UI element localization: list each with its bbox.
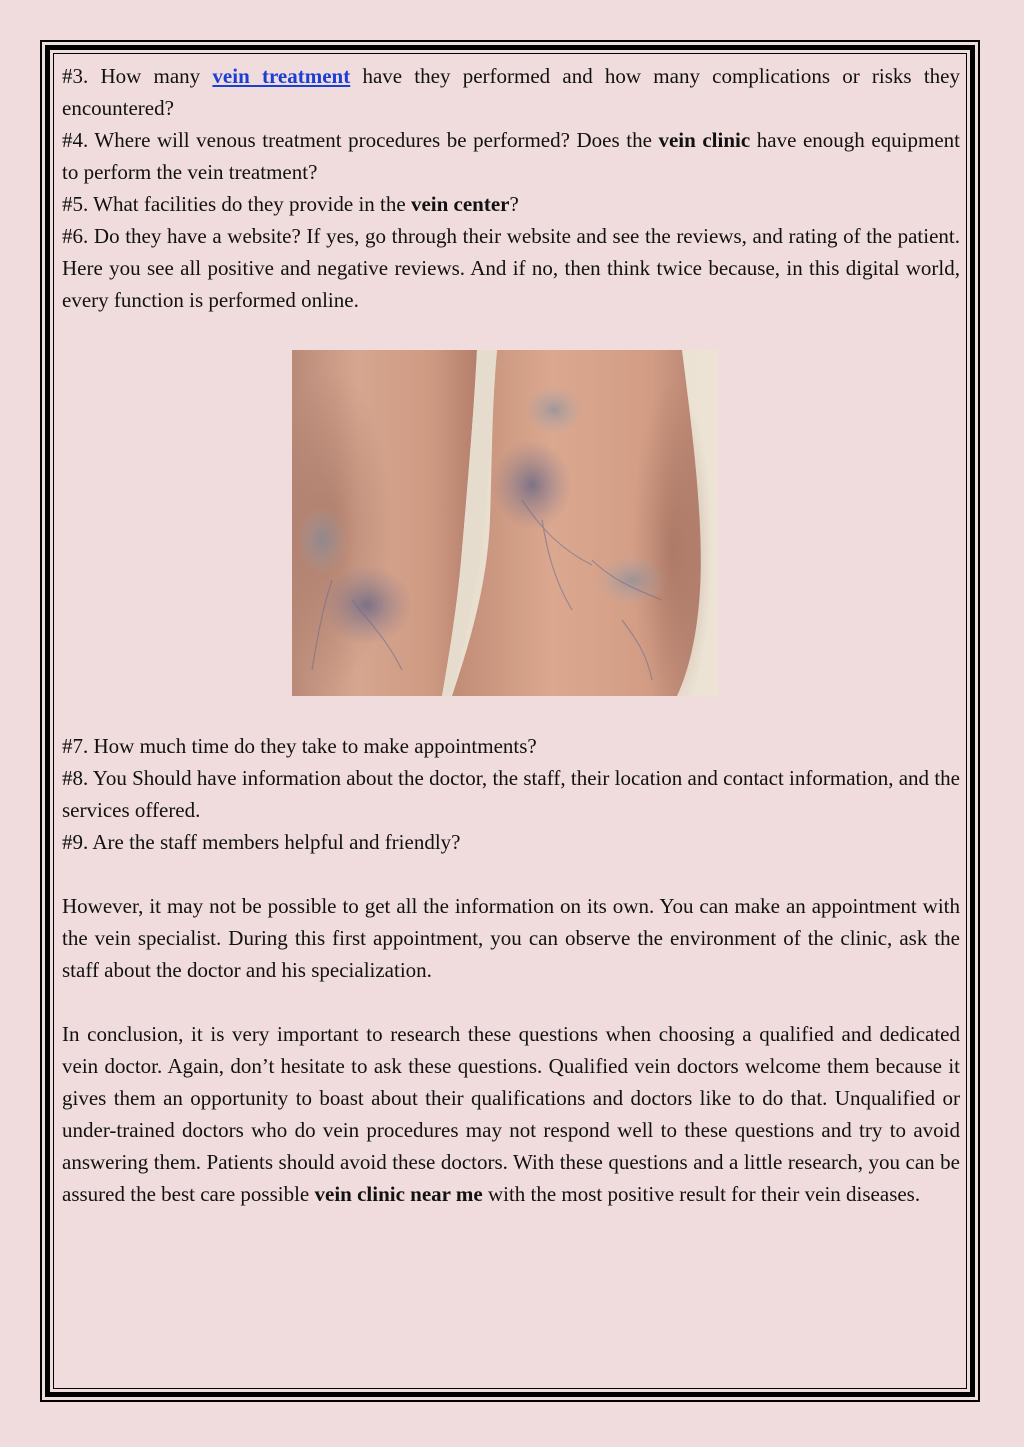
- vein-center-keyword: vein center: [410, 192, 510, 216]
- article-body: [62, 60, 960, 1210]
- paragraph-however: However, it may not be possible to get all the information on its own. You can make an appointment with the vein specialist. During this first appointment, you can observe the environment of the clinic, ask the staff about the doctor and his specialization.: [62, 894, 960, 982]
- question-4: #4. Where will venous treatment procedures be performed? Does the vein clinic have enough equipment to perform the vein treatment?: [62, 128, 960, 184]
- question-3: #3. How many vein treatment have they performed and how many complications or risks they encountered?: [62, 64, 960, 120]
- paragraph-conclusion: In conclusion, it is very important to research these questions when choosing a qualified and dedicated vein doctor. Again, don’t hesitate to ask these questions. Qualified vein doctors welcome them because it gives them an opportunity to boast about their qualifications and doctors like to do that. Unqualified or under-trained doctors who do vein procedures may not respond well to these questions and try to avoid answering them. Patients should avoid these doctors. With these questions and a little research, you can be assured the best care possible vein clinic near me with the most positive result for their vein diseases.: [62, 1022, 960, 1206]
- vein-clinic-keyword: vein clinic: [658, 128, 751, 152]
- question-5: #5. What facilities do they provide in the vein center?: [62, 192, 519, 216]
- vein-treatment-link[interactable]: vein treatment: [212, 64, 351, 88]
- question-7: #7. How much time do they take to make appointments?: [62, 734, 537, 758]
- question-6: #6. Do they have a website? If yes, go through their website and see the reviews, and rating of the patient. Here you see all positive and negative reviews. And if no, then think twice because, in this digital world, every function is performed online.: [62, 224, 960, 312]
- varicose-veins-legs-image: [292, 350, 718, 696]
- question-8: #8. You Should have information about the doctor, the staff, their location and contact information, and the services offered.: [62, 766, 960, 822]
- question-9: #9. Are the staff members helpful and friendly?: [62, 830, 461, 854]
- spacer: [62, 986, 960, 1018]
- figure-container: [62, 350, 960, 696]
- spacer: [62, 858, 960, 890]
- vein-clinic-near-me-keyword: vein clinic near me: [314, 1182, 483, 1206]
